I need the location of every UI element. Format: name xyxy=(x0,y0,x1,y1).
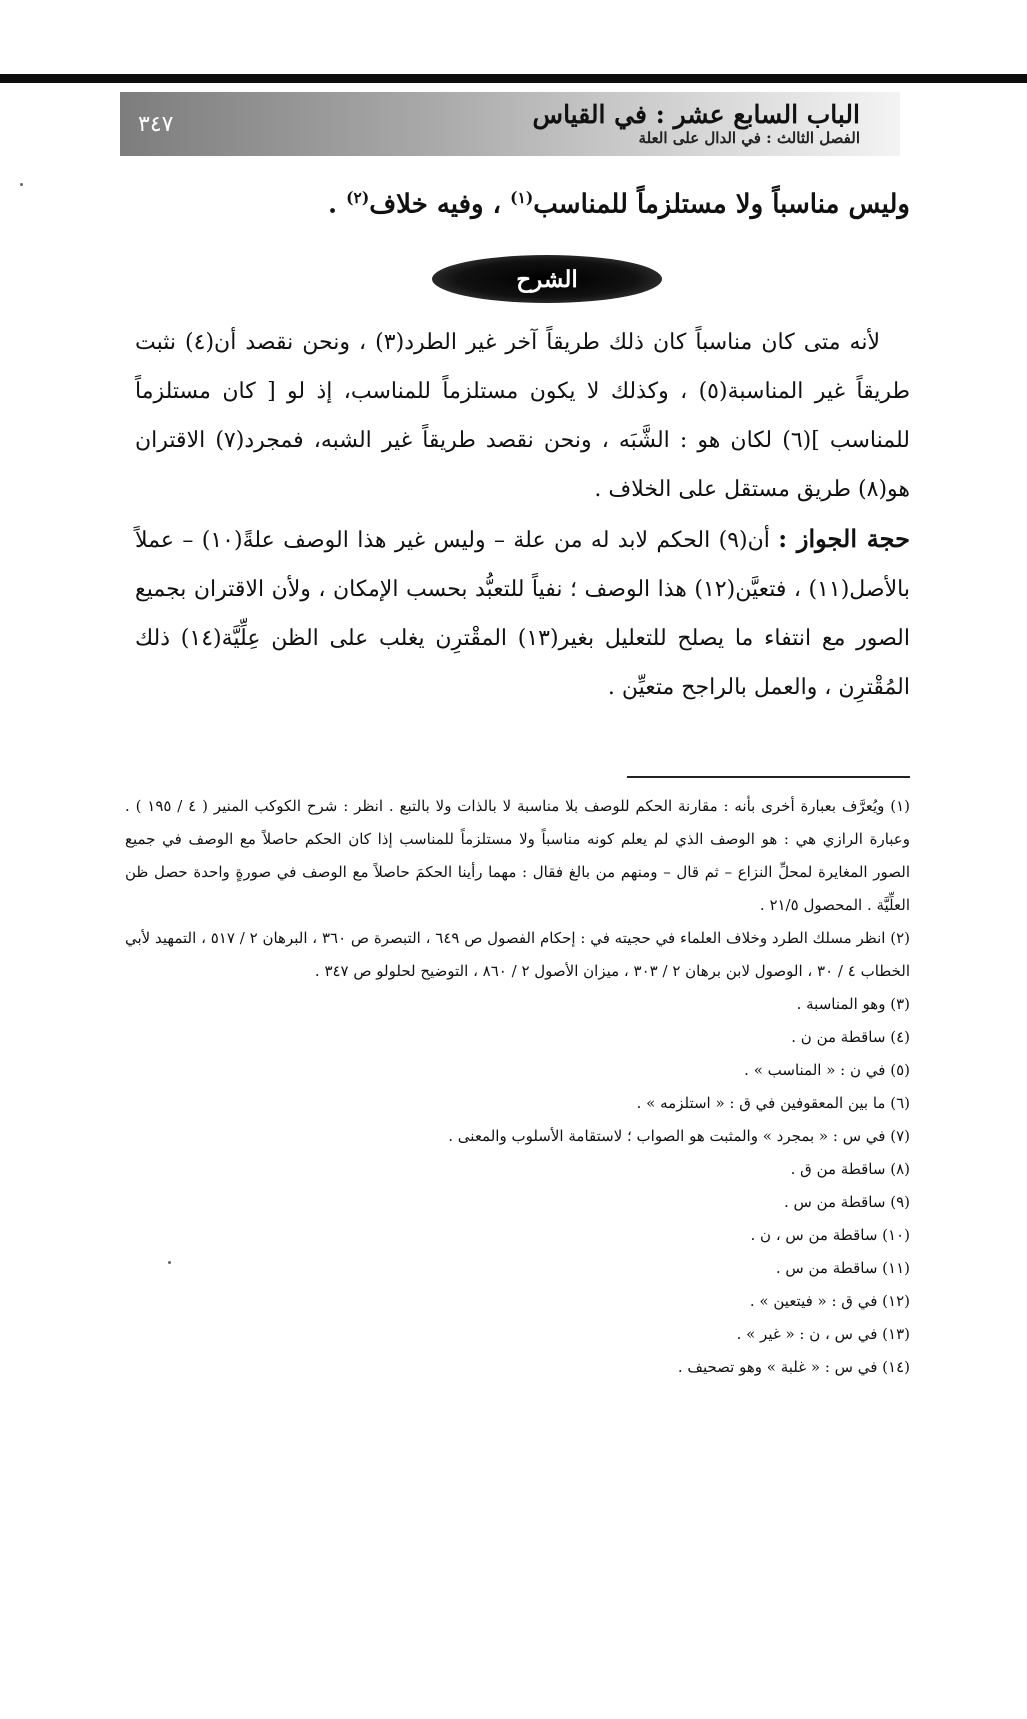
footnote: (٨) ساقطة من ق . xyxy=(790,1160,910,1178)
commentary-body xyxy=(135,318,910,712)
footnote: (١) ويُعرَّف بعبارة أخرى بأنه : مقارنة الحكم للوصف بلا مناسبة لا بالذات ولا بالتبع . انظر : شرح الكوكب المنير ( ٤ / ١٩٥ ) . وعبارة الرازي هي : هو الوصف الذي لم يعلم كونه مناسباً ولا مستلزماً للمناسب إذا كان الحكم حاصلاً مع الوصف في جميع الصور المغايرة لمحلِّ النزاع – ثم قال – ومنهم من بالغ فقال : مهما رأينا الحكمَ حاصلاً مع الوصف في صورةٍ واحدة حصل ظن العلِّيَّة . المحصول ٢١/٥ . xyxy=(125,797,910,914)
stray-mark xyxy=(168,1261,171,1264)
footnote-ref: (١) xyxy=(510,188,534,207)
lead-matn xyxy=(100,188,910,220)
footnote: (٧) في س : « بمجرد » والمثبت هو الصواب ؛ لاستقامة الأسلوب والمعنى . xyxy=(448,1127,910,1145)
footnote: (١٣) في س ، ن : « غير » . xyxy=(736,1325,910,1343)
argument-heading: حجة الجواز : xyxy=(778,524,910,553)
footnote: (٥) في ن : « المناسب » . xyxy=(744,1061,910,1079)
commentary-paragraph-1: لأنه متى كان مناسباً كان ذلك طريقاً آخر غير الطرد(٣) ، ونحن نقصد أن(٤) نثبت طريقاً غير المناسبة(٥) ، وكذلك لا يكون مستلزماً للمناسب، إذ لو [ كان مستلزماً للمناسب ](٦) لكان هو : الشَّبَه ، ونحن نقصد طريقاً غير الشبه، فمجرد(٧) الاقتران هو(٨) طريق مستقل على الخلاف . xyxy=(135,330,910,502)
stray-mark xyxy=(20,183,23,186)
lead-text-mid: ، وفيه خلاف xyxy=(369,189,511,220)
running-header xyxy=(120,92,900,156)
page-number: ٣٤٧ xyxy=(138,111,174,137)
footnote: (٦) ما بين المعقوفين في ق : « استلزمه » . xyxy=(636,1094,910,1112)
top-rule xyxy=(0,74,1027,83)
footnote: (٤) ساقطة من ن . xyxy=(791,1028,910,1046)
header-titles xyxy=(533,101,860,147)
argument-text: أن(٩) الحكم لابد له من علة – وليس غير هذا الوصف علةً(١٠) – عملاً بالأصل(١١) ، فتعيَّن(١٢) هذا الوصف ؛ نفياً للتعبُّد بحسب الإمكان ، ولأن الاقتران بجميع الصور مع انتفاء ما يصلح للتعليل بغير(١٣) المقْترِن يغلب على الظن عِلِّيَّة(١٤) ذلك المُقْترِن ، والعمل بالراجح متعيِّن . xyxy=(135,528,910,700)
lead-text: وليس مناسباً ولا مستلزماً للمناسب xyxy=(533,189,910,220)
footnotes xyxy=(125,790,910,1384)
commentary-paragraph-2 xyxy=(135,514,910,712)
section-title: الفصل الثالث : في الدال على العلة xyxy=(638,128,860,147)
footnote: (٩) ساقطة من س . xyxy=(783,1193,910,1211)
footnote-divider xyxy=(627,776,910,778)
footnote: (٢) انظر مسلك الطرد وخلاف العلماء في حجيته في : إحكام الفصول ص ٦٤٩ ، التبصرة ص ٣٦٠ ، البرهان ٢ / ٥١٧ ، التمهيد لأبي الخطاب ٤ / ٣٠ ، الوصول لابن برهان ٢ / ٣٠٣ ، ميزان الأصول ٢ / ٨٦٠ ، التوضيح لحلولو ص ٣٤٧ . xyxy=(125,929,911,980)
chapter-title: الباب السابع عشر : في القياس xyxy=(532,100,860,129)
footnote: (١٤) في س : « غلبة » وهو تصحيف . xyxy=(677,1358,910,1376)
footnote-ref: (٢) xyxy=(346,188,370,207)
footnote: (٣) وهو المناسبة . xyxy=(796,995,910,1013)
footnote: (١٢) في ق : « فيتعين » . xyxy=(749,1292,910,1310)
lead-text-end: . xyxy=(327,189,347,220)
footnote: (١٠) ساقطة من س ، ن . xyxy=(750,1226,910,1244)
footnote: (١١) ساقطة من س . xyxy=(775,1259,910,1277)
sharh-badge: الشرح xyxy=(432,255,662,303)
